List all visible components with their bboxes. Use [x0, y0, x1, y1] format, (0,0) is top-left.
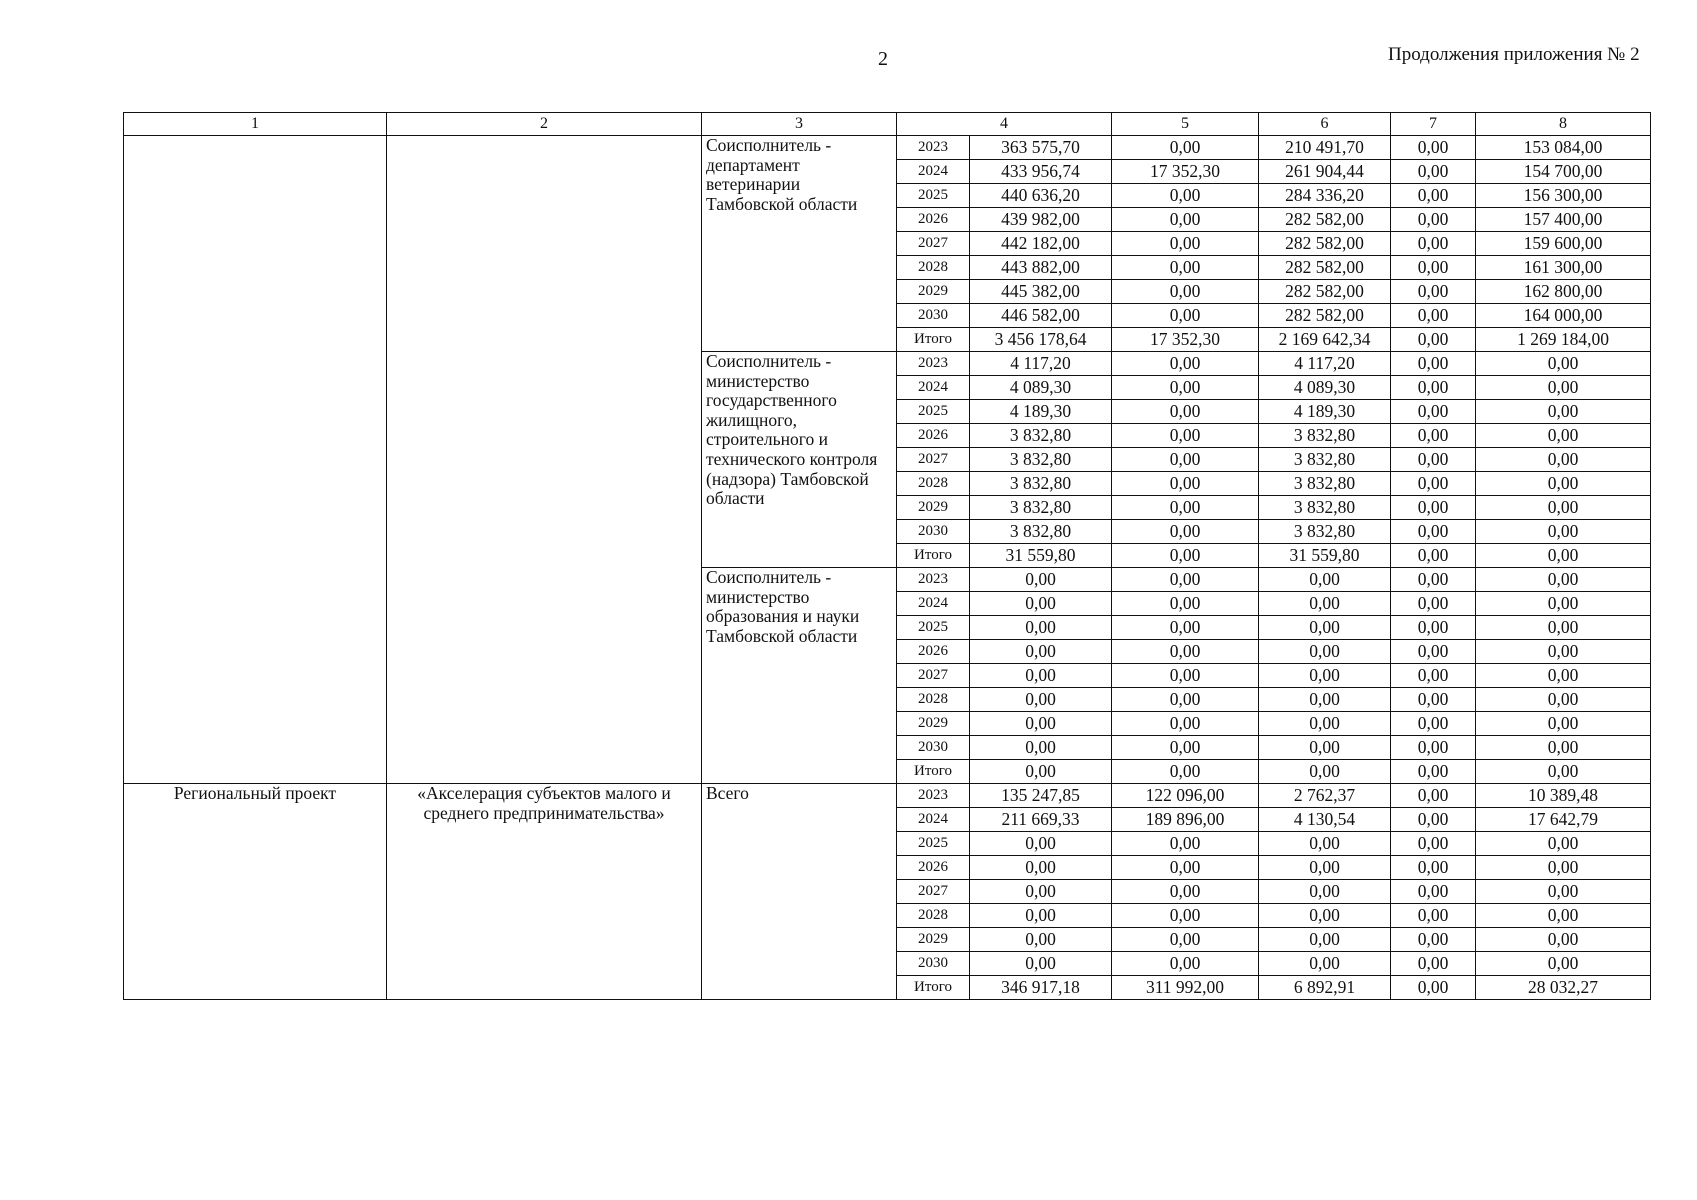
value-cell-col7: 0,00: [1391, 736, 1476, 760]
value-cell-col7: 0,00: [1391, 328, 1476, 352]
year-cell: 2029: [897, 928, 970, 952]
value-cell-col4: 0,00: [970, 880, 1112, 904]
value-cell-col4: 3 832,80: [970, 496, 1112, 520]
value-cell-col8: 154 700,00: [1476, 160, 1651, 184]
value-cell-col6: 0,00: [1259, 760, 1391, 784]
value-cell-col5: 0,00: [1112, 568, 1259, 592]
value-cell-col7: 0,00: [1391, 424, 1476, 448]
value-cell-col7: 0,00: [1391, 280, 1476, 304]
value-cell-col6: 4 089,30: [1259, 376, 1391, 400]
value-cell-col5: 17 352,30: [1112, 160, 1259, 184]
year-cell: Итого: [897, 976, 970, 1000]
value-cell-col6: 3 832,80: [1259, 496, 1391, 520]
value-cell-col5: 0,00: [1112, 688, 1259, 712]
value-cell-col4: 446 582,00: [970, 304, 1112, 328]
value-cell-col7: 0,00: [1391, 976, 1476, 1000]
value-cell-col7: 0,00: [1391, 472, 1476, 496]
year-cell: 2030: [897, 304, 970, 328]
year-cell: Итого: [897, 544, 970, 568]
value-cell-col5: 0,00: [1112, 880, 1259, 904]
year-cell: 2027: [897, 448, 970, 472]
value-cell-col5: 0,00: [1112, 760, 1259, 784]
year-cell: 2028: [897, 904, 970, 928]
value-cell-col8: 0,00: [1476, 376, 1651, 400]
value-cell-col5: 0,00: [1112, 232, 1259, 256]
value-cell-col8: 0,00: [1476, 544, 1651, 568]
value-cell-col7: 0,00: [1391, 592, 1476, 616]
year-cell: 2028: [897, 472, 970, 496]
column-header-4: 4: [897, 113, 1112, 136]
value-cell-col4: 439 982,00: [970, 208, 1112, 232]
value-cell-col7: 0,00: [1391, 952, 1476, 976]
year-cell: 2025: [897, 400, 970, 424]
value-cell-col6: 4 189,30: [1259, 400, 1391, 424]
value-cell-col8: 0,00: [1476, 712, 1651, 736]
year-cell: 2029: [897, 280, 970, 304]
value-cell-col6: 31 559,80: [1259, 544, 1391, 568]
column-header-1: 1: [124, 113, 387, 136]
year-cell: 2030: [897, 520, 970, 544]
value-cell-col5: 0,00: [1112, 616, 1259, 640]
value-cell-col6: 0,00: [1259, 568, 1391, 592]
value-cell-col6: 0,00: [1259, 664, 1391, 688]
value-cell-col8: 0,00: [1476, 856, 1651, 880]
value-cell-col5: 0,00: [1112, 736, 1259, 760]
value-cell-col8: 0,00: [1476, 640, 1651, 664]
value-cell-col7: 0,00: [1391, 400, 1476, 424]
value-cell-col4: 3 832,80: [970, 448, 1112, 472]
value-cell-col5: 0,00: [1112, 832, 1259, 856]
value-cell-col5: 0,00: [1112, 400, 1259, 424]
value-cell-col6: 0,00: [1259, 712, 1391, 736]
year-cell: 2026: [897, 208, 970, 232]
value-cell-col7: 0,00: [1391, 880, 1476, 904]
value-cell-col8: 10 389,48: [1476, 784, 1651, 808]
year-cell: 2030: [897, 952, 970, 976]
value-cell-col5: 0,00: [1112, 928, 1259, 952]
year-cell: 2023: [897, 568, 970, 592]
executor-cell: Соисполнитель - министерство образования и науки Тамбовской области: [702, 568, 897, 784]
year-cell: 2027: [897, 664, 970, 688]
value-cell-col4: 363 575,70: [970, 136, 1112, 160]
value-cell-col6: 0,00: [1259, 616, 1391, 640]
column-header-6: 6: [1259, 113, 1391, 136]
value-cell-col4: 0,00: [970, 568, 1112, 592]
value-cell-col8: 0,00: [1476, 352, 1651, 376]
value-cell-col6: 282 582,00: [1259, 304, 1391, 328]
value-cell-col7: 0,00: [1391, 232, 1476, 256]
value-cell-col4: 135 247,85: [970, 784, 1112, 808]
value-cell-col5: 0,00: [1112, 496, 1259, 520]
value-cell-col4: 0,00: [970, 832, 1112, 856]
value-cell-col7: 0,00: [1391, 904, 1476, 928]
value-cell-col7: 0,00: [1391, 304, 1476, 328]
value-cell-col7: 0,00: [1391, 568, 1476, 592]
row-header-cell: [124, 136, 387, 784]
value-cell-col4: 0,00: [970, 760, 1112, 784]
value-cell-col8: 156 300,00: [1476, 184, 1651, 208]
year-cell: 2026: [897, 856, 970, 880]
value-cell-col8: 0,00: [1476, 448, 1651, 472]
year-cell: Итого: [897, 760, 970, 784]
value-cell-col5: 0,00: [1112, 448, 1259, 472]
column-header-8: 8: [1476, 113, 1651, 136]
value-cell-col4: 3 832,80: [970, 472, 1112, 496]
value-cell-col4: 0,00: [970, 904, 1112, 928]
executor-cell: Всего: [702, 784, 897, 1000]
value-cell-col6: 284 336,20: [1259, 184, 1391, 208]
value-cell-col8: 0,00: [1476, 496, 1651, 520]
column-header-row: [124, 113, 1651, 136]
appendix-header: Продолжения приложения № 2: [1388, 44, 1640, 65]
year-cell: Итого: [897, 328, 970, 352]
value-cell-col5: 0,00: [1112, 592, 1259, 616]
value-cell-col7: 0,00: [1391, 928, 1476, 952]
value-cell-col5: 0,00: [1112, 352, 1259, 376]
value-cell-col5: 0,00: [1112, 424, 1259, 448]
value-cell-col6: 0,00: [1259, 856, 1391, 880]
value-cell-col7: 0,00: [1391, 760, 1476, 784]
value-cell-col7: 0,00: [1391, 664, 1476, 688]
year-cell: 2028: [897, 256, 970, 280]
value-cell-col4: 3 832,80: [970, 424, 1112, 448]
value-cell-col4: 0,00: [970, 928, 1112, 952]
value-cell-col7: 0,00: [1391, 256, 1476, 280]
year-cell: 2023: [897, 136, 970, 160]
value-cell-col6: 3 832,80: [1259, 448, 1391, 472]
value-cell-col7: 0,00: [1391, 496, 1476, 520]
value-cell-col8: 1 269 184,00: [1476, 328, 1651, 352]
value-cell-col4: 0,00: [970, 616, 1112, 640]
value-cell-col4: 0,00: [970, 952, 1112, 976]
value-cell-col6: 261 904,44: [1259, 160, 1391, 184]
year-cell: 2027: [897, 232, 970, 256]
value-cell-col6: 282 582,00: [1259, 280, 1391, 304]
value-cell-col4: 211 669,33: [970, 808, 1112, 832]
year-cell: 2030: [897, 736, 970, 760]
project-name-cell: [387, 136, 702, 784]
value-cell-col5: 0,00: [1112, 184, 1259, 208]
value-cell-col8: 0,00: [1476, 400, 1651, 424]
value-cell-col7: 0,00: [1391, 208, 1476, 232]
year-cell: 2027: [897, 880, 970, 904]
value-cell-col8: 0,00: [1476, 832, 1651, 856]
value-cell-col8: 0,00: [1476, 616, 1651, 640]
value-cell-col4: 3 832,80: [970, 520, 1112, 544]
value-cell-col6: 3 832,80: [1259, 472, 1391, 496]
value-cell-col7: 0,00: [1391, 640, 1476, 664]
value-cell-col7: 0,00: [1391, 544, 1476, 568]
value-cell-col7: 0,00: [1391, 184, 1476, 208]
value-cell-col4: 445 382,00: [970, 280, 1112, 304]
value-cell-col6: 282 582,00: [1259, 256, 1391, 280]
value-cell-col8: 0,00: [1476, 760, 1651, 784]
year-cell: 2026: [897, 640, 970, 664]
value-cell-col6: 0,00: [1259, 640, 1391, 664]
executor-cell: Соисполнитель - департамент ветеринарии Тамбовской области: [702, 136, 897, 352]
value-cell-col8: 0,00: [1476, 688, 1651, 712]
value-cell-col6: 0,00: [1259, 928, 1391, 952]
value-cell-col5: 189 896,00: [1112, 808, 1259, 832]
value-cell-col8: 164 000,00: [1476, 304, 1651, 328]
value-cell-col7: 0,00: [1391, 136, 1476, 160]
value-cell-col8: 0,00: [1476, 664, 1651, 688]
value-cell-col5: 17 352,30: [1112, 328, 1259, 352]
table-row: [124, 784, 1651, 808]
value-cell-col8: 157 400,00: [1476, 208, 1651, 232]
value-cell-col5: 0,00: [1112, 472, 1259, 496]
column-header-5: 5: [1112, 113, 1259, 136]
value-cell-col6: 6 892,91: [1259, 976, 1391, 1000]
value-cell-col8: 0,00: [1476, 592, 1651, 616]
value-cell-col8: 0,00: [1476, 736, 1651, 760]
value-cell-col6: 0,00: [1259, 832, 1391, 856]
year-cell: 2029: [897, 712, 970, 736]
value-cell-col6: 0,00: [1259, 904, 1391, 928]
value-cell-col7: 0,00: [1391, 448, 1476, 472]
value-cell-col4: 0,00: [970, 640, 1112, 664]
value-cell-col6: 282 582,00: [1259, 232, 1391, 256]
column-header-3: 3: [702, 113, 897, 136]
value-cell-col6: 4 130,54: [1259, 808, 1391, 832]
value-cell-col8: 161 300,00: [1476, 256, 1651, 280]
value-cell-col8: 0,00: [1476, 880, 1651, 904]
page-number: 2: [878, 48, 888, 70]
value-cell-col7: 0,00: [1391, 352, 1476, 376]
year-cell: 2024: [897, 592, 970, 616]
row-header-cell: Региональный проект: [124, 784, 387, 1000]
value-cell-col7: 0,00: [1391, 160, 1476, 184]
value-cell-col4: 0,00: [970, 736, 1112, 760]
year-cell: 2025: [897, 832, 970, 856]
value-cell-col5: 0,00: [1112, 904, 1259, 928]
value-cell-col8: 0,00: [1476, 904, 1651, 928]
value-cell-col7: 0,00: [1391, 856, 1476, 880]
value-cell-col6: 210 491,70: [1259, 136, 1391, 160]
value-cell-col5: 0,00: [1112, 952, 1259, 976]
column-header-2: 2: [387, 113, 702, 136]
year-cell: 2029: [897, 496, 970, 520]
value-cell-col4: 440 636,20: [970, 184, 1112, 208]
value-cell-col8: 0,00: [1476, 424, 1651, 448]
table-row: [124, 136, 1651, 160]
value-cell-col6: 0,00: [1259, 736, 1391, 760]
value-cell-col5: 0,00: [1112, 712, 1259, 736]
value-cell-col7: 0,00: [1391, 376, 1476, 400]
value-cell-col4: 346 917,18: [970, 976, 1112, 1000]
column-header-7: 7: [1391, 113, 1476, 136]
value-cell-col5: 0,00: [1112, 280, 1259, 304]
value-cell-col5: 0,00: [1112, 544, 1259, 568]
value-cell-col5: 0,00: [1112, 520, 1259, 544]
value-cell-col4: 4 089,30: [970, 376, 1112, 400]
value-cell-col8: 0,00: [1476, 520, 1651, 544]
value-cell-col5: 0,00: [1112, 856, 1259, 880]
value-cell-col5: 0,00: [1112, 376, 1259, 400]
value-cell-col6: 2 169 642,34: [1259, 328, 1391, 352]
value-cell-col6: 0,00: [1259, 880, 1391, 904]
value-cell-col5: 0,00: [1112, 304, 1259, 328]
value-cell-col5: 0,00: [1112, 640, 1259, 664]
value-cell-col4: 0,00: [970, 712, 1112, 736]
value-cell-col4: 442 182,00: [970, 232, 1112, 256]
value-cell-col8: 0,00: [1476, 928, 1651, 952]
value-cell-col8: 28 032,27: [1476, 976, 1651, 1000]
value-cell-col7: 0,00: [1391, 832, 1476, 856]
value-cell-col8: 0,00: [1476, 568, 1651, 592]
value-cell-col6: 3 832,80: [1259, 424, 1391, 448]
value-cell-col7: 0,00: [1391, 784, 1476, 808]
year-cell: 2028: [897, 688, 970, 712]
budget-table: [123, 112, 1651, 1000]
value-cell-col6: 0,00: [1259, 952, 1391, 976]
year-cell: 2024: [897, 376, 970, 400]
value-cell-col7: 0,00: [1391, 808, 1476, 832]
value-cell-col6: 0,00: [1259, 688, 1391, 712]
value-cell-col6: 0,00: [1259, 592, 1391, 616]
value-cell-col4: 3 456 178,64: [970, 328, 1112, 352]
value-cell-col4: 0,00: [970, 664, 1112, 688]
value-cell-col4: 0,00: [970, 856, 1112, 880]
value-cell-col5: 0,00: [1112, 664, 1259, 688]
value-cell-col5: 0,00: [1112, 208, 1259, 232]
value-cell-col4: 0,00: [970, 688, 1112, 712]
value-cell-col4: 0,00: [970, 592, 1112, 616]
value-cell-col5: 0,00: [1112, 256, 1259, 280]
value-cell-col8: 159 600,00: [1476, 232, 1651, 256]
value-cell-col4: 433 956,74: [970, 160, 1112, 184]
value-cell-col4: 4 189,30: [970, 400, 1112, 424]
value-cell-col7: 0,00: [1391, 520, 1476, 544]
year-cell: 2026: [897, 424, 970, 448]
year-cell: 2024: [897, 808, 970, 832]
value-cell-col6: 4 117,20: [1259, 352, 1391, 376]
value-cell-col6: 282 582,00: [1259, 208, 1391, 232]
value-cell-col8: 0,00: [1476, 952, 1651, 976]
value-cell-col5: 311 992,00: [1112, 976, 1259, 1000]
executor-cell: Соисполнитель - министерство государственного жилищного, строительного и технического контроля (надзора) Тамбовской области: [702, 352, 897, 568]
year-cell: 2023: [897, 352, 970, 376]
value-cell-col5: 122 096,00: [1112, 784, 1259, 808]
value-cell-col6: 3 832,80: [1259, 520, 1391, 544]
year-cell: 2025: [897, 184, 970, 208]
value-cell-col8: 162 800,00: [1476, 280, 1651, 304]
value-cell-col8: 17 642,79: [1476, 808, 1651, 832]
value-cell-col5: 0,00: [1112, 136, 1259, 160]
value-cell-col4: 443 882,00: [970, 256, 1112, 280]
value-cell-col7: 0,00: [1391, 712, 1476, 736]
value-cell-col7: 0,00: [1391, 616, 1476, 640]
value-cell-col6: 2 762,37: [1259, 784, 1391, 808]
year-cell: 2024: [897, 160, 970, 184]
value-cell-col4: 4 117,20: [970, 352, 1112, 376]
project-name-cell: «Акселерация субъектов малого и среднего предпринимательства»: [387, 784, 702, 1000]
value-cell-col7: 0,00: [1391, 688, 1476, 712]
year-cell: 2025: [897, 616, 970, 640]
year-cell: 2023: [897, 784, 970, 808]
value-cell-col8: 0,00: [1476, 472, 1651, 496]
value-cell-col4: 31 559,80: [970, 544, 1112, 568]
value-cell-col8: 153 084,00: [1476, 136, 1651, 160]
